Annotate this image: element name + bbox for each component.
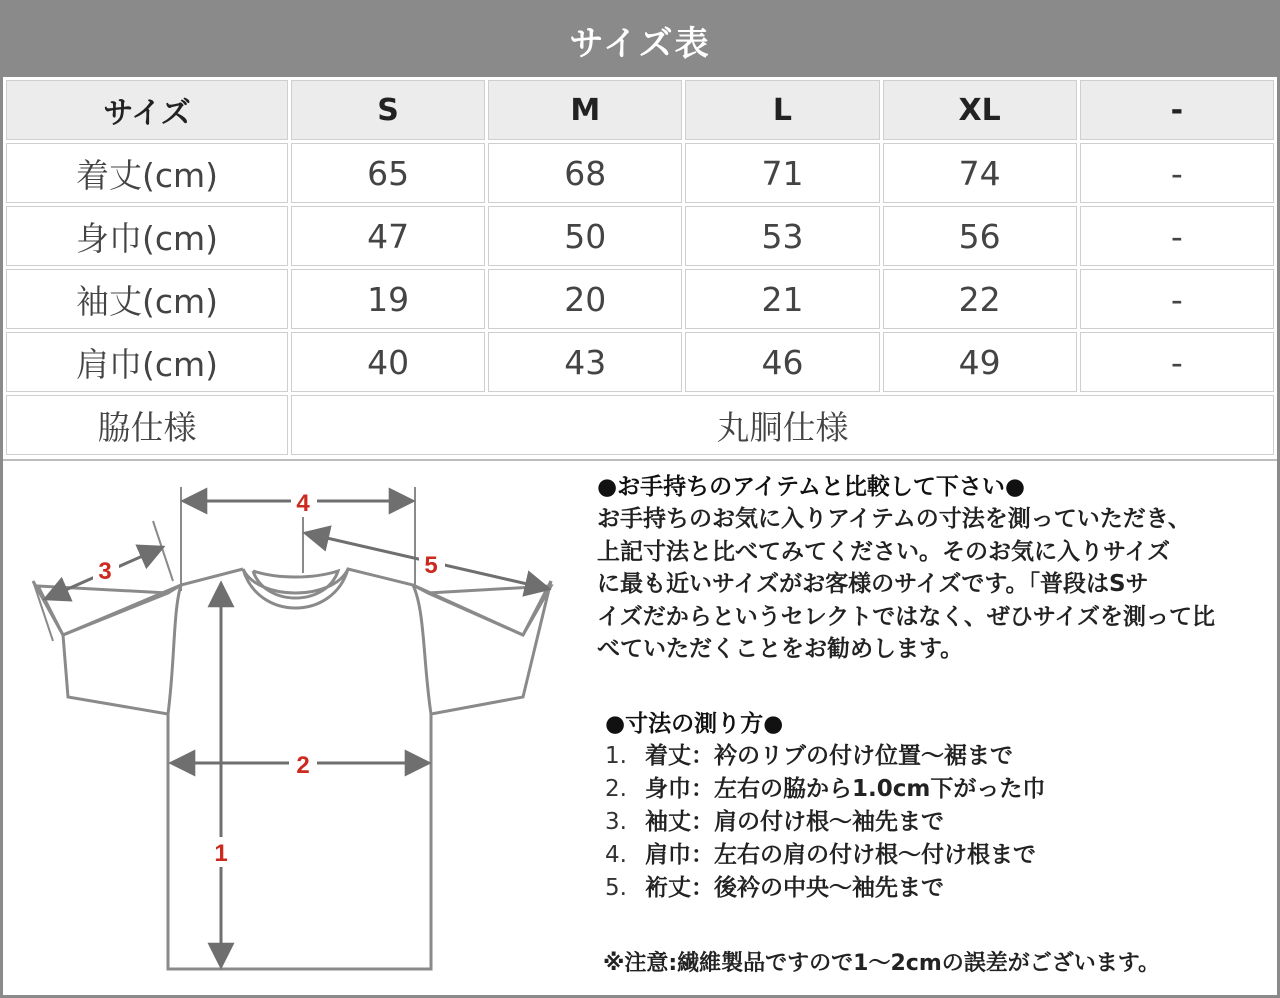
table-cell: 21 xyxy=(685,269,879,329)
table-header-row xyxy=(6,80,1274,140)
list-item xyxy=(597,872,1267,905)
tshirt-diagram xyxy=(3,461,583,997)
table-cell: 68 xyxy=(488,143,682,203)
table-cell: - xyxy=(1080,332,1274,392)
collar-outer xyxy=(243,569,348,608)
table-row xyxy=(6,269,1274,329)
table-cell: 65 xyxy=(291,143,485,203)
header-size-m: M xyxy=(488,80,682,140)
table-cell: 49 xyxy=(883,332,1077,392)
label-3: 3 xyxy=(98,558,112,585)
side-spec-value: 丸胴仕様 xyxy=(291,395,1274,455)
size-notes xyxy=(597,471,1267,905)
header-size-xl: XL xyxy=(883,80,1077,140)
side-spec-label: 脇仕様 xyxy=(6,395,288,455)
list-item-number: 2. xyxy=(605,775,627,802)
measure-list xyxy=(597,740,1267,905)
label-1: 1 xyxy=(214,840,228,867)
compare-heading: ●お手持ちのアイテムと比較して下さい● xyxy=(597,474,1025,500)
compare-line: べていただくことをお勧めします。 xyxy=(597,636,964,662)
table-cell: 47 xyxy=(291,206,485,266)
tshirt-sleeve-left xyxy=(38,585,181,714)
table-cell: 43 xyxy=(488,332,682,392)
table-cell: - xyxy=(1080,143,1274,203)
table-cell: 20 xyxy=(488,269,682,329)
table-cell: - xyxy=(1080,206,1274,266)
row-label: 着丈(cm) xyxy=(6,143,288,203)
table-row-side-spec xyxy=(6,395,1274,455)
compare-line: に最も近いサイズがお客様のサイズです。「普段はSサ xyxy=(597,571,1149,597)
label-4: 4 xyxy=(296,490,310,517)
table-cell: 56 xyxy=(883,206,1077,266)
list-item-text: 裄丈：後衿の中央～袖先まで xyxy=(645,874,944,901)
list-item-number: 5. xyxy=(605,874,627,901)
list-item-text: 肩巾：左右の肩の付け根～付け根まで xyxy=(645,841,1036,868)
table-cell: 22 xyxy=(883,269,1077,329)
compare-line: イズだからというセレクトではなく、ぜひサイズを測って比 xyxy=(597,603,1216,630)
list-item xyxy=(597,740,1267,773)
table-cell: 71 xyxy=(685,143,879,203)
header-size-l: L xyxy=(685,80,879,140)
measure-heading: ●寸法の測り方● xyxy=(605,710,784,737)
page-title: サイズ表 xyxy=(3,3,1277,77)
header-size-blank: - xyxy=(1080,80,1274,140)
list-item-text: 着丈：衿のリブの付け位置～裾まで xyxy=(645,742,1013,769)
row-label: 肩巾(cm) xyxy=(6,332,288,392)
table-cell: 19 xyxy=(291,269,485,329)
header-size-label: サイズ xyxy=(6,80,288,140)
table-row xyxy=(6,143,1274,203)
size-table xyxy=(3,77,1277,458)
compare-line: 上記寸法と比べてみてください。そのお気に入りサイズ xyxy=(597,538,1171,565)
table-cell: - xyxy=(1080,269,1274,329)
row-label: 袖丈(cm) xyxy=(6,269,288,329)
caution-note: ※注意:繊維製品ですので1～2cmの誤差がございます。 xyxy=(603,951,1161,976)
compare-line: お手持ちのお気に入りアイテムの寸法を測っていただき、 xyxy=(597,506,1191,532)
measurement-section xyxy=(3,459,1277,997)
tshirt-sleeve-right xyxy=(413,585,551,714)
list-item xyxy=(597,806,1267,839)
table-row xyxy=(6,332,1274,392)
list-item-number: 1. xyxy=(605,742,627,769)
list-item xyxy=(597,773,1267,806)
list-item-text: 袖丈：肩の付け根～袖先まで xyxy=(645,808,944,835)
list-item-number: 4. xyxy=(605,841,627,868)
list-item xyxy=(597,839,1267,872)
table-cell: 40 xyxy=(291,332,485,392)
table-row xyxy=(6,206,1274,266)
row-label: 身巾(cm) xyxy=(6,206,288,266)
table-cell: 74 xyxy=(883,143,1077,203)
table-cell: 46 xyxy=(685,332,879,392)
label-5: 5 xyxy=(424,552,438,579)
list-item-text: 身巾：左右の脇から1.0cm下がった巾 xyxy=(645,775,1046,802)
label-2: 2 xyxy=(296,752,310,779)
table-cell: 53 xyxy=(685,206,879,266)
table-cell: 50 xyxy=(488,206,682,266)
list-item-number: 3. xyxy=(605,808,627,835)
header-size-s: S xyxy=(291,80,485,140)
